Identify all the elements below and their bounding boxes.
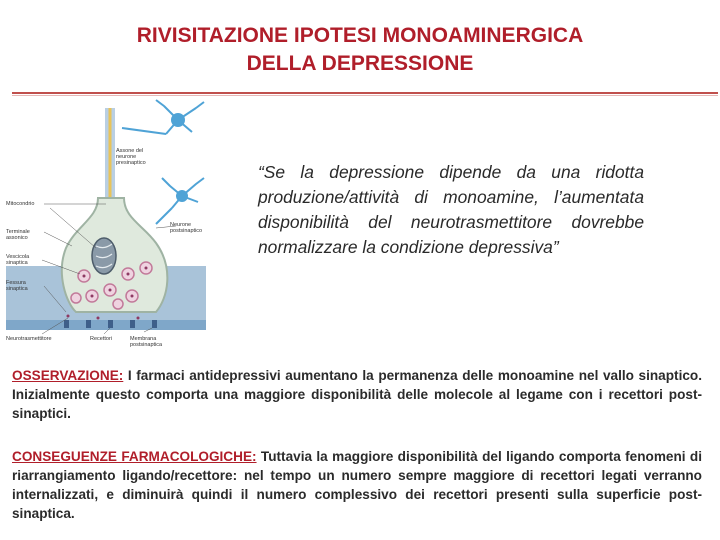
consequences-paragraph bbox=[12, 447, 702, 523]
observation-text: I farmaci antidepressivi aumentano la permanenza delle monoamine nel vallo sinaptico. Inizialmente questo comporta una maggiore disponibilità delle molecole al legame con i recettori post-sinaptici. bbox=[12, 368, 702, 421]
label-axon-terminal: Terminale assonico bbox=[6, 229, 30, 241]
postsynaptic-neuron-cell bbox=[156, 178, 204, 224]
label-axon: Assone del neurone presinaptico bbox=[116, 148, 146, 166]
label-mitochondrion: Mitocondrio bbox=[6, 201, 35, 207]
slide-title bbox=[0, 22, 720, 78]
title-divider bbox=[12, 92, 718, 94]
label-receptors: Recettori bbox=[90, 336, 113, 342]
label-synaptic-cleft: Fessura sinaptica bbox=[6, 280, 28, 292]
label-neurotransmitter: Neurotrasmettitore bbox=[6, 336, 52, 342]
presynaptic-neuron-cell bbox=[122, 100, 204, 134]
hypothesis-quote: “Se la depressione dipende da una ridotta produzione/attività di monoamine, l’aumentata disponibilità del neurotrasmettitore dovrebbe normalizzare la condizione depressiva” bbox=[258, 162, 644, 257]
consequences-text: Tuttavia la maggiore disponibilità del ligando comporta fenomeni di riarrangiamento ligando/recettore: nel tempo un numero sempre maggiore di recettori legati verranno internalizzati, e diminuirà quindi il numero complessivo dei recettori presenti sulla superficie post-sinaptica. bbox=[12, 449, 703, 521]
title-line-2: DELLA DEPRESSIONE bbox=[246, 52, 474, 75]
synapse-illustration bbox=[6, 98, 206, 354]
title-line-1: RIVISITAZIONE IPOTESI MONOAMINERGICA bbox=[136, 24, 584, 47]
observation-heading: OSSERVAZIONE: bbox=[12, 368, 124, 383]
observation-paragraph bbox=[12, 366, 702, 423]
label-postsynaptic-neuron: Neurone postsinaptico bbox=[170, 222, 203, 234]
title-divider-shadow bbox=[12, 95, 718, 96]
postsynaptic-membrane-band bbox=[6, 320, 206, 330]
consequences-heading: CONSEGUENZE FARMACOLOGICHE: bbox=[12, 449, 257, 464]
label-postsynaptic-membrane: Membrana postsinaptica bbox=[130, 336, 163, 348]
label-vesicle: Vescicola sinaptica bbox=[6, 254, 30, 266]
mitochondrion bbox=[92, 238, 116, 274]
